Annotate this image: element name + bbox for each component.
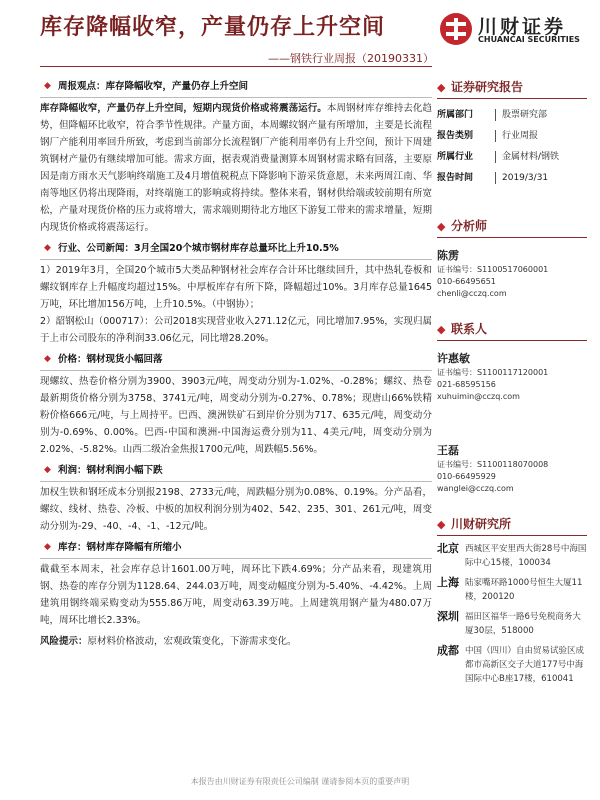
analyst-phone: 010-66495651 [437,277,496,286]
analyst-heading: ◆ 分析师 [437,217,587,235]
section-heading-inventory: ◆ 库存：钢材库存降幅有所缩小 [40,539,432,556]
diamond-bullet-icon: ◆ [437,323,446,336]
section-divider [40,558,432,559]
page-footer: 本报告由川财证券有限责任公司编制 谨请参阅本页的重要声明 [190,777,410,786]
logo-text-en: CHUANCAI SECURITIES [478,35,580,44]
section-divider [40,481,432,482]
section-divider [40,259,432,260]
contact-phone: 021-68595156 [437,380,496,389]
offices-heading: ◆ 川财研究所 [437,515,587,533]
diamond-bullet-icon: ◆ [44,542,51,552]
diamond-bullet-icon: ◆ [437,220,446,233]
diamond-bullet-icon: ◆ [44,81,51,91]
office-entry: 深圳 福田区福华一路6号免税商务大厦30层，518000 [437,610,581,636]
company-logo [440,13,580,47]
risk-warning: 风险提示：原材料价格波动，宏观政策变化，下游需求变化。 [40,636,297,647]
analyst-email[interactable]: chenli@cczq.com [437,289,507,298]
diamond-bullet-icon: ◆ [437,81,446,94]
news-paragraph-1: 1）2019年3月，全国20个城市5大类品种钢材社会库存合计环比继续回升，其中热轧卷板和螺纹钢库存上升幅度均超过15%。中厚板库存有所下降，降幅超过10%。3月库存总量1645万吨，环比增加156万吨，上升10.5%。（中钢协）； [40,265,432,310]
sidebar-divider [437,340,587,341]
news-paragraph-2: 2）韶钢松山（000717）：公司2018实现营业收入271.12亿元，同比增加7.95%，实现归属于上市公司股东的净利润33.06亿元，同比增28.20%。 [40,316,432,344]
info-row: 报告时间 2019/3/31 [437,173,549,183]
logo-text-cn: 川财证券 [478,16,567,38]
section-heading-profit: ◆ 利润：钢材利润小幅下跌 [40,462,432,479]
analyst-cert: 证书编号：S1100517060001 [437,265,549,274]
analyst-name: 陈雳 [437,249,459,262]
contact-email[interactable]: xuhuimin@cczq.com [437,392,520,401]
section-heading-view: ◆ 周报观点：库存降幅收窄，产量仍存上升空间 [40,78,432,95]
contact-phone: 010-66495929 [437,472,496,481]
section-heading-news: ◆ 行业、公司新闻：3月全国20个城市钢材库存总量环比上升10.5% [40,240,432,257]
logo-icon [440,13,472,45]
section-heading-price: ◆ 价格：钢材现货小幅回落 [40,351,432,368]
diamond-bullet-icon: ◆ [44,243,51,253]
office-entry: 成都 中国（四川）自由贸易试验区成都市高新区交子大道177号中海国际中心B座17楼，610041 [437,644,585,684]
sidebar-divider [437,535,587,536]
report-subtitle: ——钢铁行业周报（20190331） [268,52,434,65]
info-row: 所属部门 股票研究部 [437,110,548,120]
contact-cert: 证书编号：S1100117120001 [437,368,549,377]
contact-name: 许惠敏 [437,352,470,365]
contact-heading: ◆ 联系人 [437,320,587,338]
contact-cert: 证书编号：S1100118070008 [437,460,549,469]
info-row: 报告类别 行业周报 [437,131,539,141]
inventory-paragraph: 截截至本周末，社会库存总计1601.00万吨，周环比下跌4.69%；分产品来看，现建筑用钢、热卷的库存分别为1128.64、244.03万吨，周变动幅度分别为-5.40%、-4.42%。上周建筑用钢终端采购变动为555.86万吨，周变动63.39万吨。上周建筑用钢产量为480.07万吨，周环比增长2.33%。 [40,564,432,626]
price-paragraph: 现螺纹、热卷价格分别为3900、3903元/吨，周变动分别为-1.02%、-0.28%；螺纹、热卷最新期货价格分别为3758、3741元/吨，周变动分别为-0.27%、0.78%；现唐山66%铁精粉价格666元/吨，与上周持平。巴西、澳洲铁矿石到岸价分别为717、635元/吨，周变动分别为-0.69%、0.00%。巴西-中国和澳洲-中国海运费分别为11、4美元/吨，周变动分别为2.02%、-5.82%。山西二级冶金焦报1700元/吨，周跌幅5.56%。 [40,376,432,455]
diamond-bullet-icon: ◆ [44,354,51,364]
view-paragraph: 库存降幅收窄，产量仍存上升空间，短期内现货价格或将震荡运行。本周钢材库存维持去化趋势，但降幅环比收窄，符合季节性规律。产量方面，本周螺纹钢产量有所增加，主要是长流程钢厂产能利用率回升所致，考虑到当前部分长流程钢厂产能利用率仍有上升空间，预计下周建筑钢材产量仍有继续增加可能。需求方面，据表观消费量测算本周钢材需求略有回落，主要原因是南方雨水天气影响终端施工及4月增值税税点下降影响下游采货意愿，未来两周江南、华南等地区仍将出现降雨，对终端施工的影响或将持续。整体来看，钢材供给端或较前期有所宽松，产量对现货价格的压力或将增大，需求端则期待北方地区下游复工带来的需求增量，短期内现货价格或将震荡运行。 [40,103,432,233]
title-divider [40,66,432,67]
profit-paragraph: 加权生铁和钢坯成本分别报2198、2733元/吨，周跌幅分别为0.08%、0.19%。分产品看，螺纹、线材、热卷、冷板、中板的加权利润分别为402、542、235、301、261元/吨，周变动分别为-29、-40、-4、-1、-12元/吨。 [40,487,432,532]
sidebar [437,78,587,692]
sidebar-divider [437,237,587,238]
section-divider [40,370,432,371]
contact-email[interactable]: wanglei@cczq.com [437,484,514,493]
office-entry: 北京 西城区平安里西大街28号中海国际中心15楼，100034 [437,542,587,568]
report-info-heading: ◆ 证券研究报告 [437,78,587,96]
sidebar-divider [437,98,587,99]
diamond-bullet-icon: ◆ [44,465,51,475]
diamond-bullet-icon: ◆ [437,518,446,531]
info-row: 所属行业 金属材料/钢铁 [437,152,560,162]
report-title: 库存降幅收窄，产量仍存上升空间 [40,14,386,40]
office-entry: 上海 陆家嘴环路1000号恒生大厦11楼，200120 [437,576,583,602]
main-content [40,78,432,650]
contact-name: 王磊 [437,444,459,457]
section-divider [40,97,432,98]
